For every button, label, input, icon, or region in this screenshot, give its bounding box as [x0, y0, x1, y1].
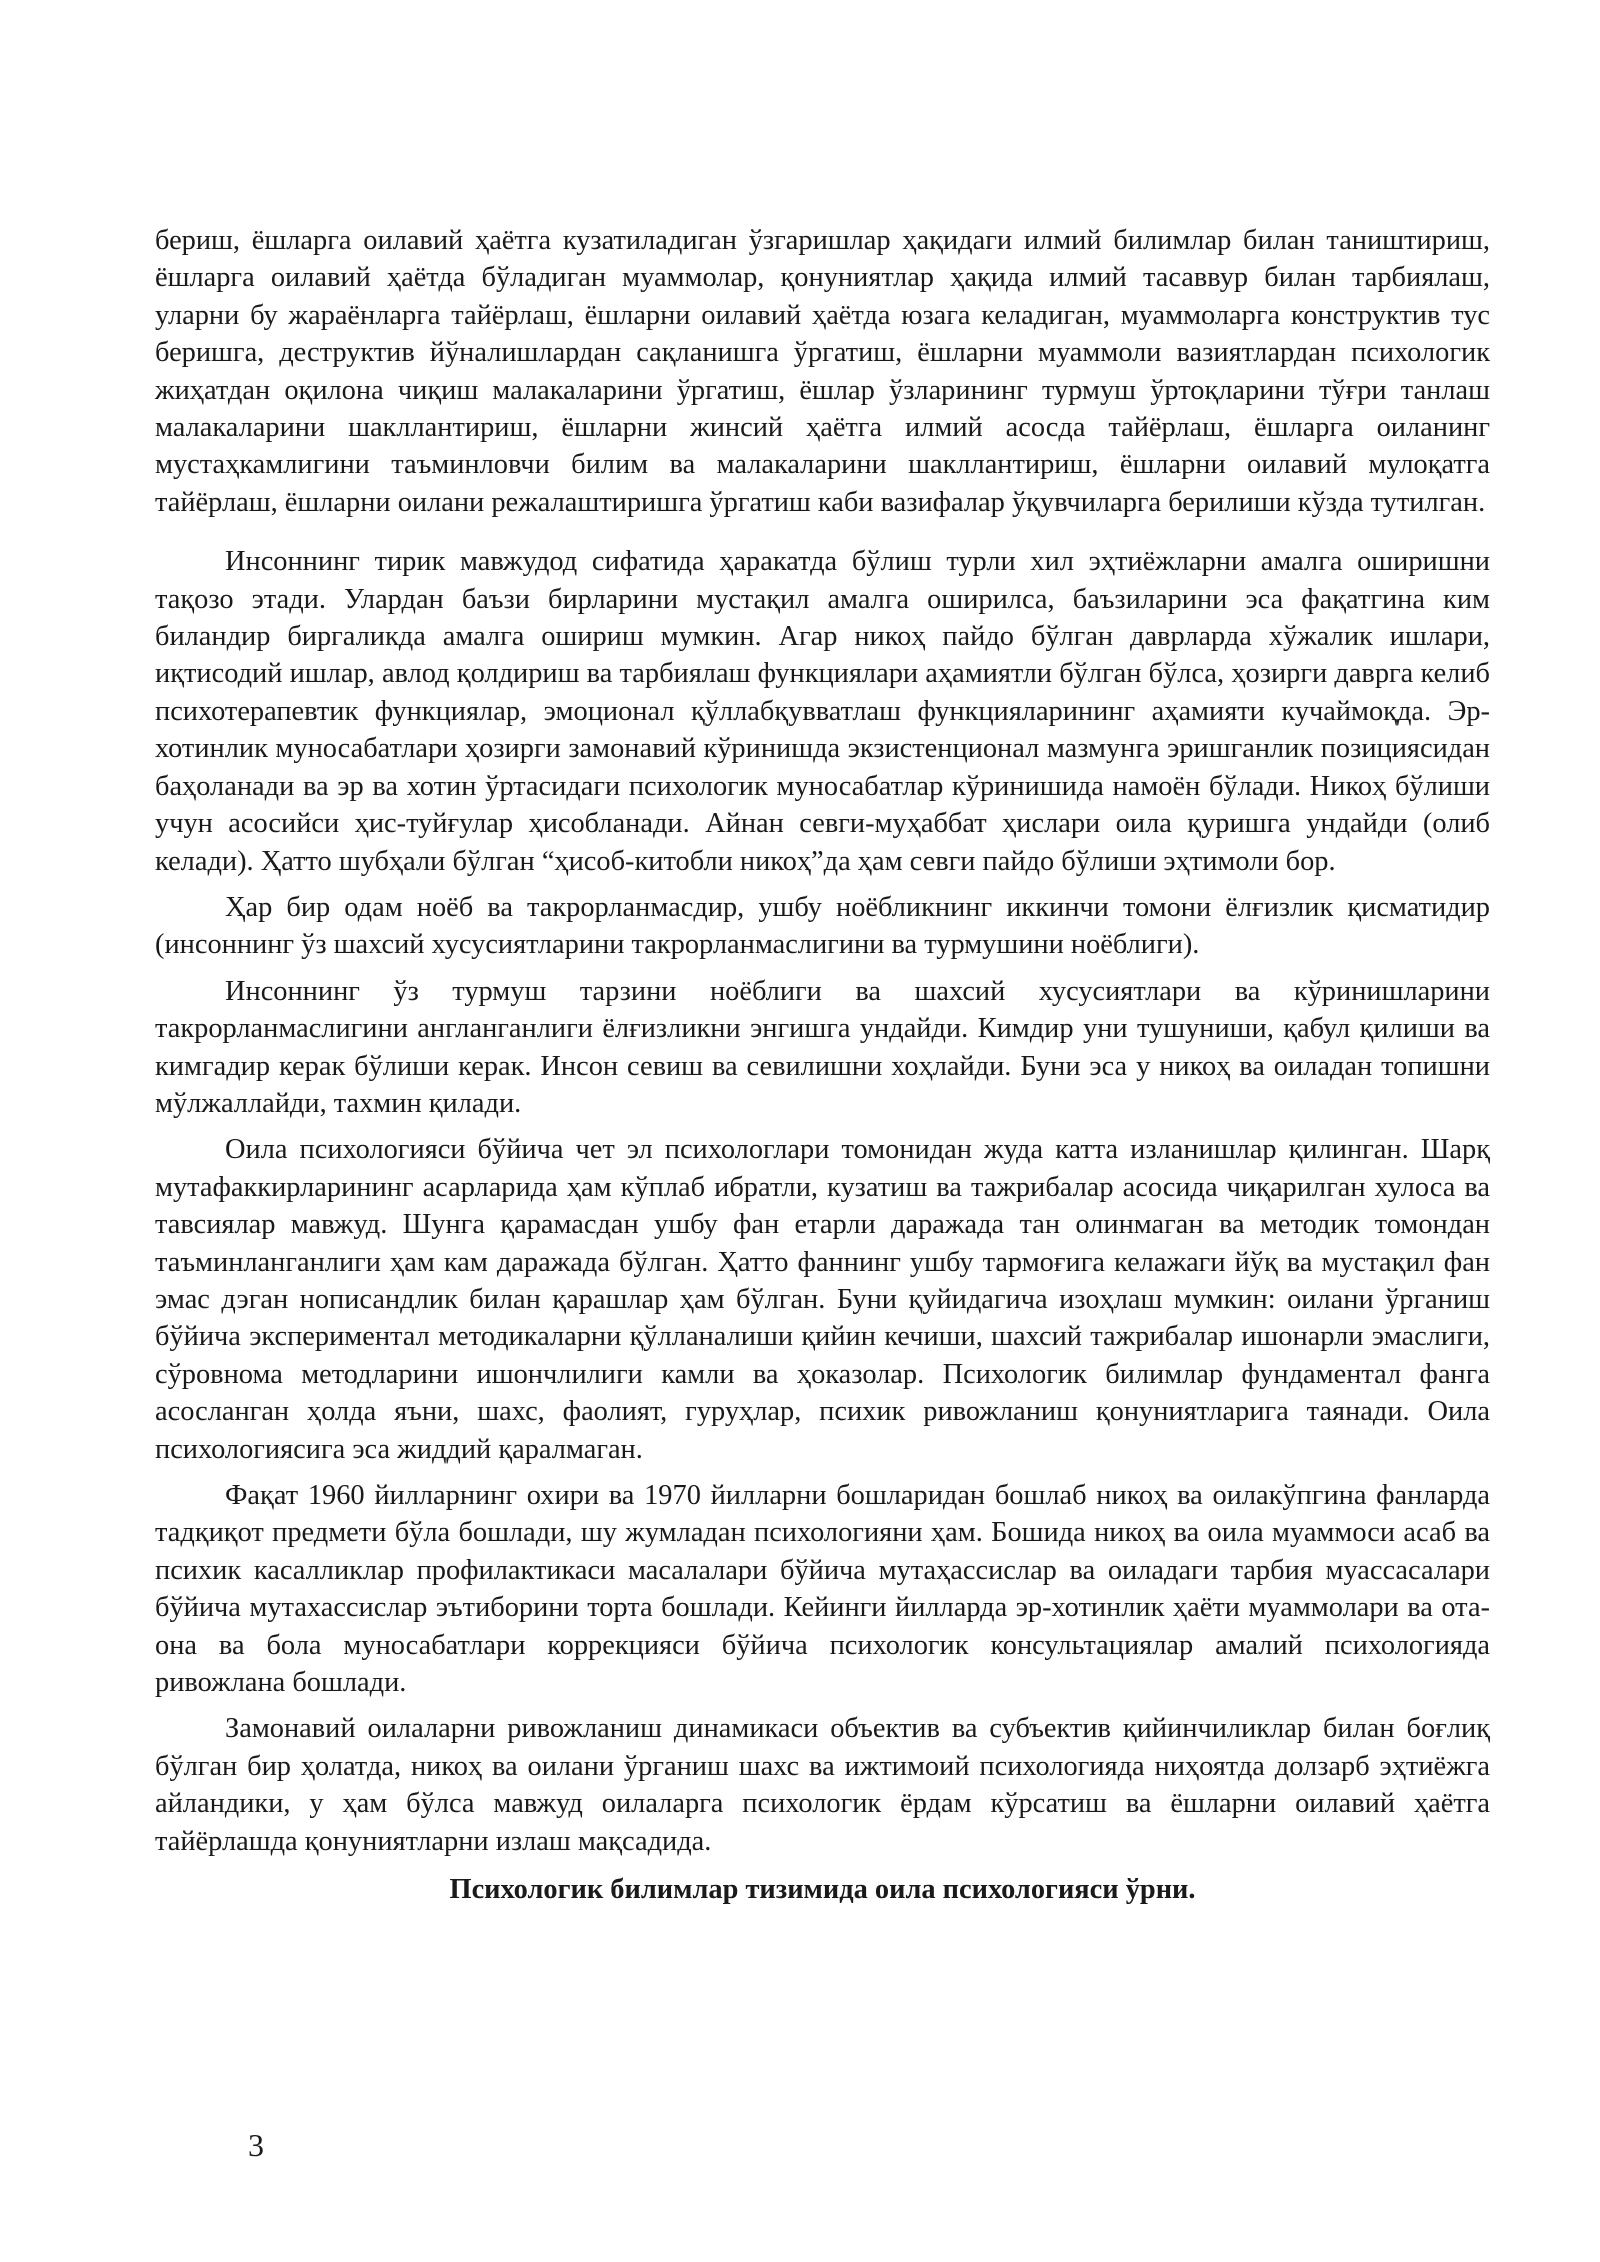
paragraph-4: Инсоннинг ўз турмуш тарзини ноёблиги ва шахсий хусусиятлари ва кўринишларини такрорланмаслигини англанганлиги ёлғизликни энгишга ундайди. Кимдир уни тушуниши, қабул қилиши ва кимгадир керак бўлиши керак. Инсон севиш ва севилишни хоҳлайди. Буни эса у никоҳ ва оиладан топишни мўлжаллайди, тахмин қилади.: [155, 975, 1490, 1119]
paragraph-2: Инсоннинг тирик мавжудод сифатида ҳаракатда бўлиш турли хил эҳтиёжларни амалга оширишни тақозо этади. Улардан баъзи бирларини мустақил амалга оширилса, баъзиларини эса фақатгина ким биландир биргаликда амалга ошириш мумкин. Агар никоҳ пайдо бўлган даврларда хўжалик ишлари, иқтисодий ишлар, авлод қолдириш ва тарбиялаш функциялари аҳамиятли бўлган бўлса, ҳозирги даврга келиб психотерапевтик функциялар, эмоционал қўллабқувватлаш функцияларининг аҳамияти кучаймоқда. Эр-хотинлик муносабатлари ҳозирги замонавий кўринишда экзистенционал мазмунга эришганлик позициясидан баҳоланади ва эр ва хотин ўртасидаги психологик муносабатлар кўринишида намоён бўлади. Никоҳ бўлиши учун асосийси ҳис-туйғулар ҳисобланади. Айнан севги-муҳаббат ҳислари оила қуришга ундайди (олиб келади). Ҳатто шубҳали бўлган “ҳисоб-китобли никоҳ”да ҳам севги пайдо бўлиши эҳтимоли бор.: [155, 546, 1490, 877]
document-body: [155, 222, 1490, 1908]
page-number: 3: [248, 2127, 264, 2163]
paragraph-7: Замонавий оилаларни ривожланиш динамикаси объектив ва субъектив қийинчиликлар билан боғлиқ бўлган бир ҳолатда, никоҳ ва оилани ўрганиш шахс ва ижтимоий психологияда ниҳоятда долзарб эҳтиёжга айландики, у ҳам бўлса мавжуд оилаларга психологик ёрдам кўрсатиш ва ёшларни оилавий ҳаётга тайёрлашда қонуниятларни излаш мақсадида.: [155, 1713, 1490, 1857]
paragraph-3: Ҳар бир одам ноёб ва такрорланмасдир, ушбу ноёбликнинг иккинчи томони ёлғизлик қисматидир (инсоннинг ўз шахсий хусусиятларини такрорланмаслигини ва турмушини ноёблиги).: [155, 891, 1490, 961]
paragraph-5: Оила психологияси бўйича чет эл психологлари томонидан жуда катта изланишлар қилинган. Шарқ мутафаккирларининг асарларида ҳам кўплаб ибратли, кузатиш ва тажрибалар асосида чиқарилган хулоса ва тавсиялар мавжуд. Шунга қарамасдан ушбу фан етарли даражада тан олинмаган ва методик томондан таъминланганлиги ҳам кам даражада бўлган. Ҳатто фаннинг ушбу тармоғига келажаги йўқ ва мустақил фан эмас дэган нописандлик билан қарашлар ҳам бўлган. Буни қуйидагича изоҳлаш мумкин: оилани ўрганиш бўйича экспериментал методикаларни қўлланалиши қийин кечиши, шахсий тажрибалар ишонарли эмаслиги, сўровнома методларини ишончлилиги камли ва ҳоказолар. Психологик билимлар фундаментал фанга асосланган ҳолда яъни, шахс, фаолият, гуруҳлар, психик ривожланиш қонуниятларига таянади. Оила психологиясига эса жиддий қаралмаган.: [155, 1134, 1490, 1465]
paragraph-1: бериш, ёшларга оилавий ҳаётга кузатиладиган ўзгаришлар ҳақидаги илмий билимлар билан таништириш, ёшларга оилавий ҳаётда бўладиган муаммолар, қонуниятлар ҳақида илмий тасаввур билан тарбиялаш, уларни бу жараёнларга тайёрлаш, ёшларни оилавий ҳаётда юзага келадиган, муаммоларга конструктив тус беришга, деструктив йўналишлардан сақланишга ўргатиш, ёшларни муаммоли вазиятлардан психологик жиҳатдан оқилона чиқиш малакаларини ўргатиш, ёшлар ўзларининг турмуш ўртоқларини тўғри танлаш малакаларини шакллантириш, ёшларни жинсий ҳаётга илмий асосда тайёрлаш, ёшларга оиланинг мустаҳкамлигини таъминловчи билим ва малакаларини шакллантириш, ёшларни оилавий мулоқатга тайёрлаш, ёшларни оилани режалаштиришга ўргатиш каби вазифалар ўқувчиларга берилиши кўзда тутилган.: [155, 225, 1490, 518]
section-heading: Психологик билимлар тизимида оила психологияси ўрни.: [449, 1874, 1196, 1906]
paragraph-6: Фақат 1960 йилларнинг охири ва 1970 йилларни бошларидан бошлаб никоҳ ва оилакўпгина фанларда тадқиқот предмети бўла бошлади, шу жумладан психологияни ҳам. Бошида никоҳ ва оила муаммоси асаб ва психик касалликлар профилактикаси масалалари бўйича мутаҳассислар ва оиладаги тарбия муассасалари бўйича мутахассислар эътиборини торта бошлади. Кейинги йилларда эр-хотинлик ҳаёти муаммолари ва ота-она ва бола муносабатлари коррекцияси бўйича психологик консультациялар амалий психологияда ривожлана бошлади.: [155, 1480, 1490, 1699]
